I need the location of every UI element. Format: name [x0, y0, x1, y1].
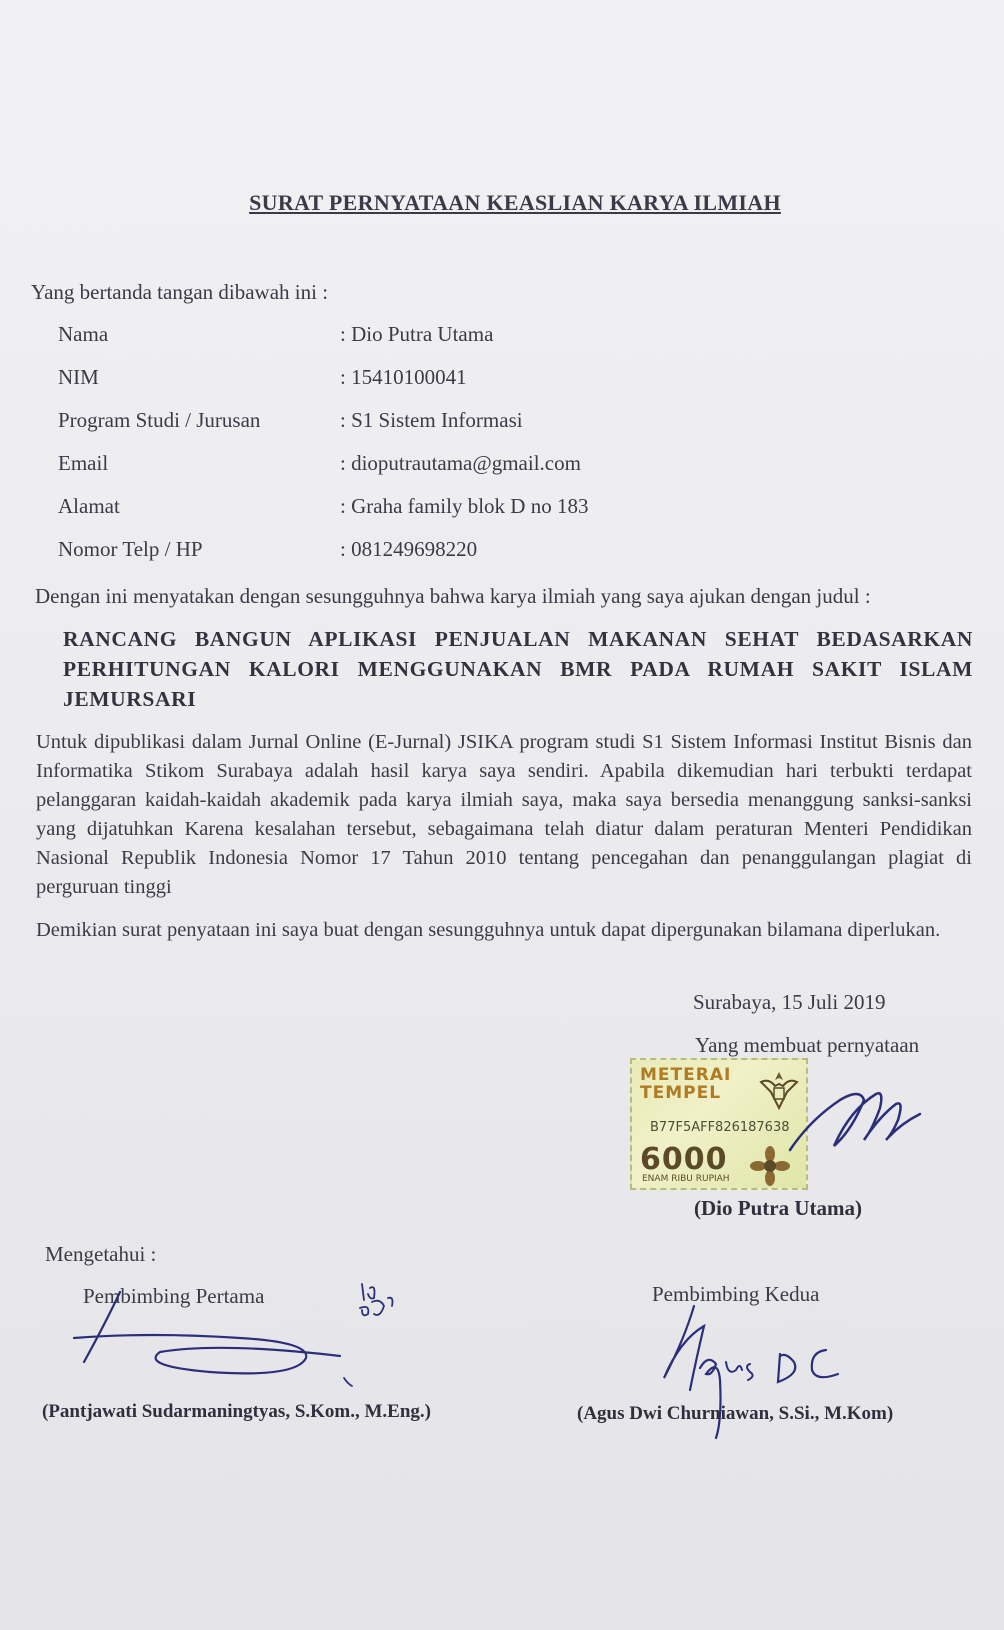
identity-row-phone — [58, 537, 958, 580]
identity-value: : Graha family blok D no 183 — [340, 494, 589, 518]
place-date: Surabaya, 15 Juli 2019 — [693, 990, 886, 1014]
identity-label: NIM — [58, 365, 99, 389]
advisor-2-name: (Agus Dwi Churniawan, S.Si., M.Kom) — [577, 1403, 894, 1424]
identity-row-nama — [58, 322, 958, 365]
identity-value: : 081249698220 — [340, 537, 478, 561]
thesis-title: RANCANG BANGUN APLIKASI PENJUALAN MAKANAN SEHAT BEDASARKAN PERHITUNGAN KALORI MENGGUNAKAN BMR PADA RUMAH SAKIT ISLAM JEMURSARI — [63, 627, 973, 711]
identity-row-nim — [58, 365, 958, 408]
closing-paragraph: Demikian surat penyataan ini saya buat dengan sesungguhnya untuk dapat dipergunakan bilamana diperlukan. — [36, 919, 941, 941]
identity-label: Nama — [58, 322, 109, 346]
document-title: SURAT PERNYATAAN KEASLIAN KARYA ILMIAH — [249, 190, 781, 215]
acknowledged-label: Mengetahui : — [45, 1242, 157, 1266]
stamp-amount-words: ENAM RIBU RUPIAH — [642, 1174, 730, 1184]
identity-table — [58, 322, 958, 580]
declaration-paragraph: Untuk dipublikasi dalam Jurnal Online (E-Jurnal) JSIKA program studi S1 Sistem Informasi Institut Bisnis dan Informatika Stikom Surabaya adalah hasil karya saya sendiri. Apabila dikemudian hari terbukti terdapat pelanggaran kaidah-kaidah akademik pada karya ilmiah saya, maka saya bersedia menanggung sanksi-sanksi yang dijatuhkan Karena kesalahan tersebut, sebagaimana telah diatur dalam peraturan Menteri Pendidikan Nasional Republik Indonesia Nomor 17 Tahun 2010 tentang pencegahan dan penanggulangan plagiat di perguruan tinggi — [36, 731, 972, 898]
identity-value: : dioputrautama@gmail.com — [340, 451, 581, 475]
identity-row-program — [58, 408, 958, 451]
identity-row-alamat — [58, 494, 958, 537]
advisor-1-label: Pembimbing Pertama — [83, 1284, 265, 1308]
maker-name: (Dio Putra Utama) — [694, 1196, 862, 1220]
advisor-1-name: (Pantjawati Sudarmaningtyas, S.Kom., M.Eng.) — [42, 1401, 431, 1422]
identity-label: Nomor Telp / HP — [58, 537, 203, 561]
advisor-2-label: Pembimbing Kedua — [652, 1282, 820, 1306]
identity-row-email — [58, 451, 958, 494]
intro-text: Yang bertanda tangan dibawah ini : — [31, 280, 329, 304]
stamp-amount: 6000 — [640, 1142, 728, 1177]
maker-signature-icon — [780, 1060, 930, 1170]
identity-label: Email — [58, 451, 109, 475]
identity-label: Alamat — [58, 494, 120, 518]
stamp-title — [640, 1066, 731, 1102]
advisor-1-signature-icon — [70, 1282, 430, 1392]
identity-label: Program Studi / Jurusan — [58, 408, 261, 432]
identity-value: : Dio Putra Utama — [340, 322, 494, 346]
identity-value: : 15410100041 — [340, 365, 467, 389]
statement-text: Dengan ini menyatakan dengan sesungguhnya bahwa karya ilmiah yang saya ajukan dengan judul : — [35, 584, 871, 608]
stamp-title-line: TEMPEL — [640, 1083, 722, 1103]
maker-label: Yang membuat pernyataan — [695, 1033, 920, 1057]
identity-value: : S1 Sistem Informasi — [340, 408, 523, 432]
stamp-serial: B77F5AFF826187638 — [650, 1120, 790, 1135]
stamp-title-line: METERAI — [640, 1065, 732, 1085]
